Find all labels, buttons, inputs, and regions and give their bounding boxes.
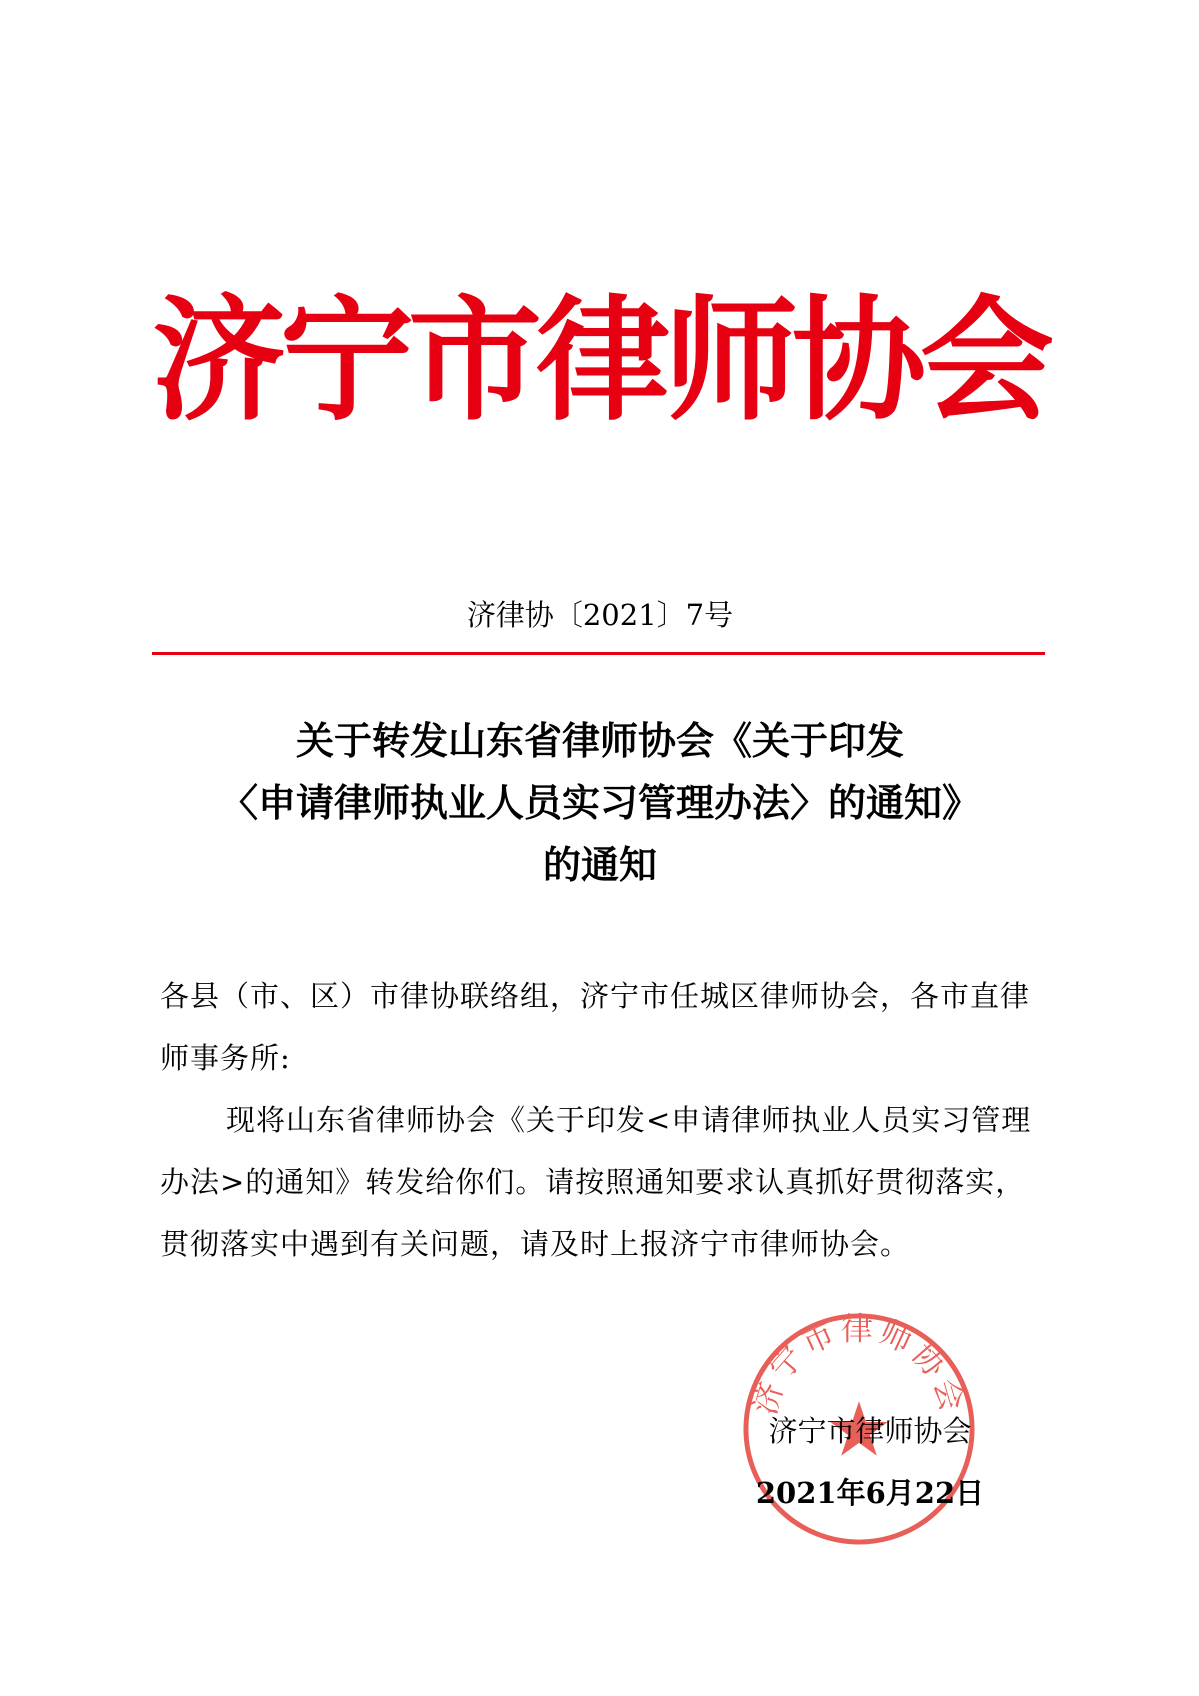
document-title [150,710,1050,896]
seal-arc-textpath: 济宁市律师协会 [747,1311,971,1419]
signature-date: 2021年6月22日 [755,1476,985,1510]
document-body [160,965,1055,1275]
signature-organization: 济宁市律师协会 [768,1414,972,1448]
document-number: 济律协〔2021〕7号 [466,598,734,632]
masthead-title: 济宁市律师协会 [151,281,1048,439]
signature-block [740,1400,1000,1524]
title-line-3: 的通知 [542,842,657,887]
title-line-1: 关于转发山东省律师协会《关于印发 [295,718,904,763]
red-divider [152,652,1045,655]
body-paragraph: 现将山东省律师协会《关于印发<申请律师执业人员实习管理办法>的通知》转发给你们。请按照通知要求认真抓好贯彻落实，贯彻落实中遇到有关问题，请及时上报济宁市律师协会。 [160,1103,1032,1261]
title-line-2: 〈申请律师执业人员实习管理办法〉的通知》 [219,780,980,825]
salutation: 各县（市、区）市律协联络组，济宁市任城区律师协会，各市直律师事务所: [160,979,1031,1075]
